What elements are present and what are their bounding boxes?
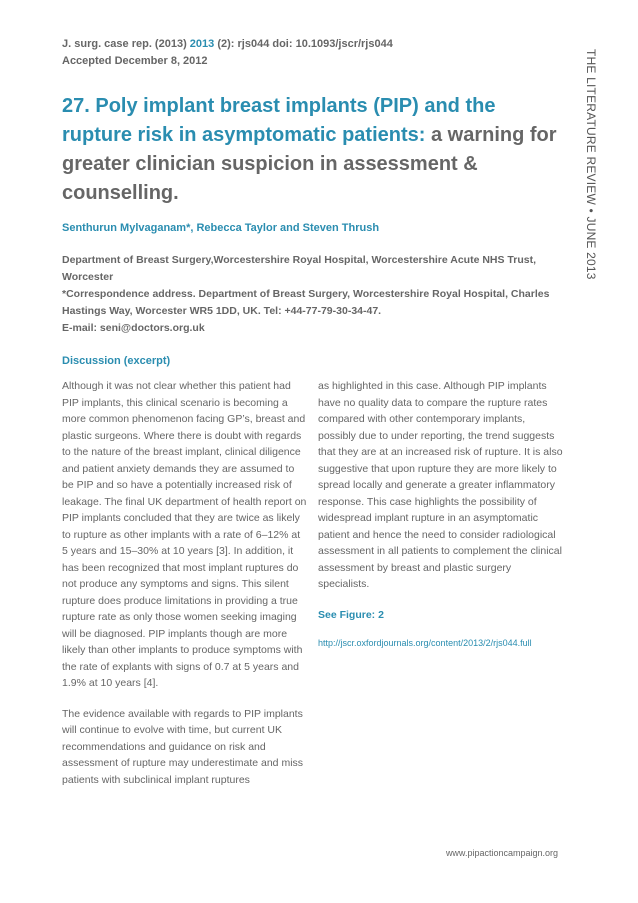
side-label-left: THE LITERATURE REVIEW xyxy=(584,48,598,205)
title-main: Poly implant breast implants (PIP) and the rupture risk in asymptomatic patients: xyxy=(62,95,496,146)
citation-block xyxy=(62,36,393,70)
citation-suffix: (2): rjs044 doi: 10.1093/jscr/rjs044 xyxy=(217,38,393,50)
citation-year: 2013 xyxy=(189,38,215,50)
article-link[interactable]: http://jscr.oxfordjournals.org/content/2013/2/rjs044.full xyxy=(318,638,532,648)
side-label-right: JUNE 2013 xyxy=(584,216,598,280)
side-label-dot: • xyxy=(584,208,598,213)
department: Department of Breast Surgery,Worcestershire Royal Hospital, Worcestershire Acute NHS Trust, Worcester xyxy=(62,254,537,283)
accepted-date: Accepted December 8, 2012 xyxy=(62,55,208,67)
correspondence: *Correspondence address. Department of Breast Surgery, Worcestershire Royal Hospital, Charles Hastings Way, Worcester WR5 1DD, UK. Tel: +44-77-79-30-34-47. xyxy=(62,288,550,317)
title-subtitle: a warning for greater clinician suspicion in assessment & counselling. xyxy=(62,124,557,204)
affiliation-block xyxy=(62,252,562,337)
left-column xyxy=(62,378,308,802)
citation-line xyxy=(62,36,393,53)
paragraph: as highlighted in this case. Although PIP implants have no quality data to compare the rupture rates compared with other contemporary implants, possibly due to under reporting, the trend suggests that they are at an increased risk of rupture. It is also suggestive that upon rupture they are more likely to spread locally and generate a greater inflammatory response. This case highlights the possibility of widespread implant rupture in an asymptomatic patient and hence the need to consider radiological assessment in all patients to complement the clinical assessment by breast and plastic surgery specialists. xyxy=(318,380,563,590)
section-title: Discussion (excerpt) xyxy=(62,355,171,367)
footer-url[interactable]: www.pipactioncampaign.org xyxy=(445,848,558,858)
see-figure: See Figure: 2 xyxy=(318,608,384,621)
citation-prefix: J. surg. case rep. (2013) xyxy=(62,38,187,50)
article-number: 27. xyxy=(62,95,90,117)
email: E-mail: seni@doctors.org.uk xyxy=(62,322,205,334)
article-title xyxy=(62,92,562,208)
side-label-text xyxy=(584,49,598,280)
right-column xyxy=(318,378,564,652)
side-label xyxy=(578,36,604,292)
paragraph: The evidence available with regards to PIP implants will continue to evolve with time, but current UK recommendations and guidance on risk and assessment of rupture may underestimate and miss patients with subclinical implant ruptures xyxy=(62,707,304,786)
authors: Senthurun Mylvaganam*, Rebecca Taylor and Steven Thrush xyxy=(62,222,380,234)
paragraph: Although it was not clear whether this patient had PIP implants, this clinical scenario is becoming a more common phenomenon facing GP’s, breast and plastic surgeons. Where there is doubt with regards to the nature of the breast implant, clinical diligence and patient anxiety demands they are assumed to be PIP and so have a potentially increased risk of leakage. The final UK department of health report on PIP implants concluded that they are twice as likely to rupture as other implants with a rate of 6–12% at 5 years and 15–30% at 10 years [3]. In addition, it has been recognized that most implant ruptures do not produce any symptoms and signs. This silent rupture does produce limitations in providing a true rupture rate as only those women seeking imaging will be diagnosed. PIP implants though are more likely than other implants to produce symptoms with the rate of explants with signs of 0.7 at 5 years and 1.9% at 10 years [4]. xyxy=(62,380,307,689)
